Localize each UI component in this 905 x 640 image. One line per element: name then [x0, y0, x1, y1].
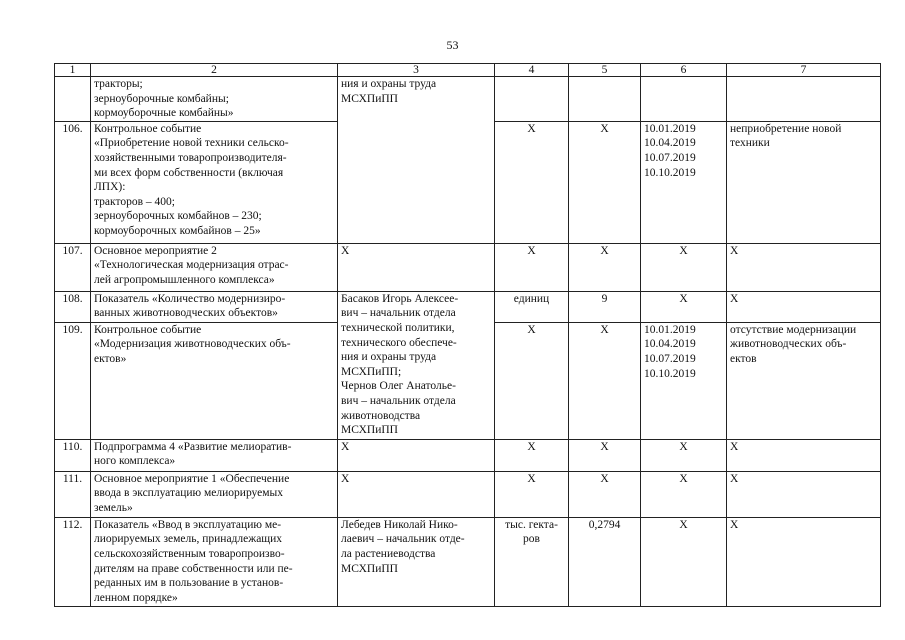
date-cell: X [641, 243, 727, 291]
table-row-111 [55, 471, 881, 517]
header-cell-6: 6 [641, 64, 727, 77]
value-cell: X [569, 471, 641, 517]
risk-cell: X [727, 439, 881, 471]
row-number-cell: 108. [55, 291, 91, 322]
value-cell: 9 [569, 291, 641, 322]
risk-cell [727, 77, 881, 122]
header-cell-7: 7 [727, 64, 881, 77]
table-row-110 [55, 439, 881, 471]
risk-cell: отсутствие модернизации животноводческих объ- ектов [727, 322, 881, 439]
value-cell: X [569, 322, 641, 439]
responsible-cell: X [338, 243, 495, 291]
row-number-cell: 112. [55, 517, 91, 606]
document-table [54, 63, 881, 607]
description-cell: Контрольное событие «Модернизация животноводческих объ- ектов» [91, 322, 338, 439]
unit-cell: X [495, 243, 569, 291]
unit-cell: X [495, 439, 569, 471]
date-cell: X [641, 291, 727, 322]
description-cell: Основное мероприятие 1 «Обеспечение ввода в эксплуатацию мелиорируемых земель» [91, 471, 338, 517]
unit-cell: тыс. гекта- ров [495, 517, 569, 606]
date-cell: 10.01.2019 10.04.2019 10.07.2019 10.10.2019 [641, 322, 727, 439]
header-cell-2: 2 [91, 64, 338, 77]
header-cell-4: 4 [495, 64, 569, 77]
row-number-cell [55, 77, 91, 122]
unit-cell: X [495, 121, 569, 243]
table-row-107 [55, 243, 881, 291]
date-cell [641, 77, 727, 122]
row-number-cell: 110. [55, 439, 91, 471]
risk-cell: X [727, 291, 881, 322]
description-cell: тракторы; зерноуборочные комбайны; кормоуборочные комбайны» [91, 77, 338, 122]
risk-cell: X [727, 243, 881, 291]
header-cell-1: 1 [55, 64, 91, 77]
unit-cell [495, 77, 569, 122]
responsible-cell: X [338, 471, 495, 517]
page-number: 53 [446, 38, 459, 52]
table-header-row [55, 64, 881, 77]
row-number-cell: 109. [55, 322, 91, 439]
header-cell-3: 3 [338, 64, 495, 77]
description-cell: Показатель «Количество модернизиро- ванных животноводческих объектов» [91, 291, 338, 322]
description-cell: Контрольное событие «Приобретение новой техники сельско- хозяйственными товаропроизводителя- ми всех форм собственности (включая ЛПХ): тракторов – 400; зерноуборочных комбайнов – 230; кормоуборочных комбайнов – 25» [91, 121, 338, 243]
row-number-cell: 106. [55, 121, 91, 243]
description-cell: Подпрограмма 4 «Развитие мелиоратив- ного комплекса» [91, 439, 338, 471]
value-cell: X [569, 121, 641, 243]
risk-cell: X [727, 471, 881, 517]
value-cell [569, 77, 641, 122]
responsible-cell: ния и охраны труда МСХПиПП [338, 77, 495, 244]
description-cell: Показатель «Ввод в эксплуатацию ме- лиорируемых земель, принадлежащих сельскохозяйственным товаропроизво- дителям на праве собственности или пе- реданных им в пользование в установ- ленном порядке» [91, 517, 338, 606]
responsible-cell: X [338, 439, 495, 471]
date-cell: X [641, 517, 727, 606]
unit-cell: единиц [495, 291, 569, 322]
header-cell-5: 5 [569, 64, 641, 77]
value-cell: X [569, 243, 641, 291]
date-cell: 10.01.2019 10.04.2019 10.07.2019 10.10.2019 [641, 121, 727, 243]
risk-cell: X [727, 517, 881, 606]
date-cell: X [641, 471, 727, 517]
date-cell: X [641, 439, 727, 471]
unit-cell: X [495, 471, 569, 517]
description-cell: Основное мероприятие 2 «Технологическая модернизация отрас- лей агропромышленного комплекса» [91, 243, 338, 291]
unit-cell: X [495, 322, 569, 439]
table-row-continuation [55, 77, 881, 122]
row-number-cell: 111. [55, 471, 91, 517]
row-number-cell: 107. [55, 243, 91, 291]
table-row-108 [55, 291, 881, 322]
responsible-cell: Басаков Игорь Алексее- вич – начальник отдела технической политики, технического обеспече- ния и охраны труда МСХПиПП; Чернов Олег Анатолье- вич – начальник отдела животноводства МСХПиПП [338, 291, 495, 439]
value-cell: 0,2794 [569, 517, 641, 606]
risk-cell: неприобретение новой техники [727, 121, 881, 243]
table-row-112 [55, 517, 881, 606]
responsible-cell: Лебедев Николай Нико- лаевич – начальник отде- ла растениеводства МСХПиПП [338, 517, 495, 606]
value-cell: X [569, 439, 641, 471]
